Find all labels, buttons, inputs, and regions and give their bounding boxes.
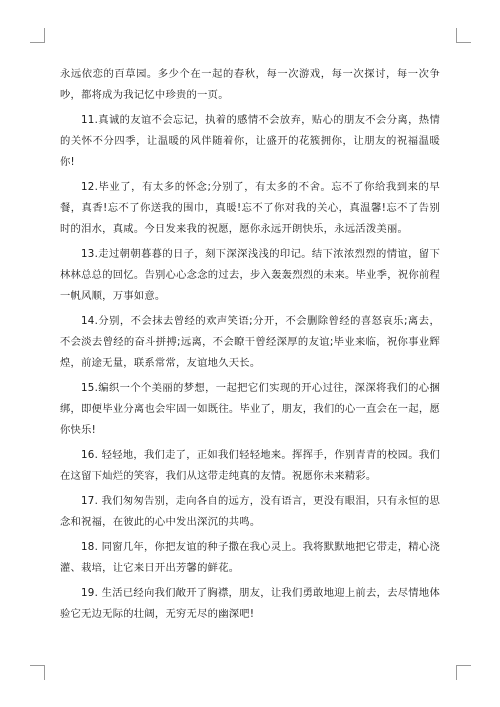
crop-mark-top-right: [456, 28, 471, 43]
paragraph-13: 13.走过朝朝暮暮的日子，刻下深深浅浅的印记。结下浓浓烈烈的情谊，留下林林总总的回忆。告别心心念念的过去，步入轰轰烈烈的未来。毕业季，祝你前程一帆风顺，万事如意。: [60, 248, 440, 302]
paragraph-16: 16. 轻轻地，我们走了，正如我们轻轻地来。挥挥手，作别青青的校园。我们在这留下灿烂的笑容，我们从这带走纯真的友情。祝愿你未来精彩。: [60, 449, 440, 482]
paragraph-12: 12.毕业了，有太多的怀念;分别了，有太多的不舍。忘不了你给我到来的早餐，真香!忘不了你送我的围巾，真暖!忘不了你对我的关心，真温馨!忘不了告别时的泪水，真咸。今日发来我的祝愿，愿你永远开朗快乐，永远活泼美丽。: [60, 181, 440, 235]
paragraph-continuation: 永远依恋的百草园。多少个在一起的春秋，每一次游戏，每一次探讨，每一次争吵，都将成为我记忆中珍贵的一页。: [60, 68, 440, 101]
paragraph-14: 14.分别，不会抹去曾经的欢声笑语;分开，不会删除曾经的喜怒哀乐;离去，不会淡去曾经的奋斗拼搏;远离，不会瞭干曾经深厚的友谊;毕业来临，祝你事业辉煌，前途无量，联系常常，友谊地久天长。: [60, 315, 440, 369]
paragraph-19: 19. 生活已经向我们敞开了胸襟，朋友，让我们勇敢地迎上前去，去尽情地体验它无边无际的壮阔，无穷无尽的幽深吧!: [60, 587, 440, 620]
crop-mark-bottom-right: [456, 665, 471, 680]
document-body: [60, 64, 440, 629]
paragraph-18: 18. 同窗几年，你把友谊的种子撒在我心灵上。我将默默地把它带走，精心浇灌、栽培，让它来日开出芳馨的鲜花。: [60, 541, 440, 574]
paragraph-11: 11.真诚的友谊不会忘记，执着的感情不会放弃，贴心的朋友不会分离，热情的关怀不分四季，让温暖的风伴随着你，让盛开的花簇拥你，让朋友的祝福温暖你!: [60, 114, 440, 168]
paragraph-17: 17. 我们匆匆告别，走向各自的远方，没有语言，更没有眼泪，只有永恒的思念和祝福，在彼此的心中发出深沉的共鸣。: [60, 495, 440, 528]
paragraph-15: 15.编织一个个美丽的梦想，一起把它们实现的开心过往，深深将我们的心捆绑，即便毕业分离也会牢固一如既往。毕业了，朋友，我们的心一直会在一起，愿你快乐!: [60, 382, 440, 436]
crop-mark-top-left: [30, 28, 45, 43]
crop-mark-bottom-left: [30, 665, 45, 680]
